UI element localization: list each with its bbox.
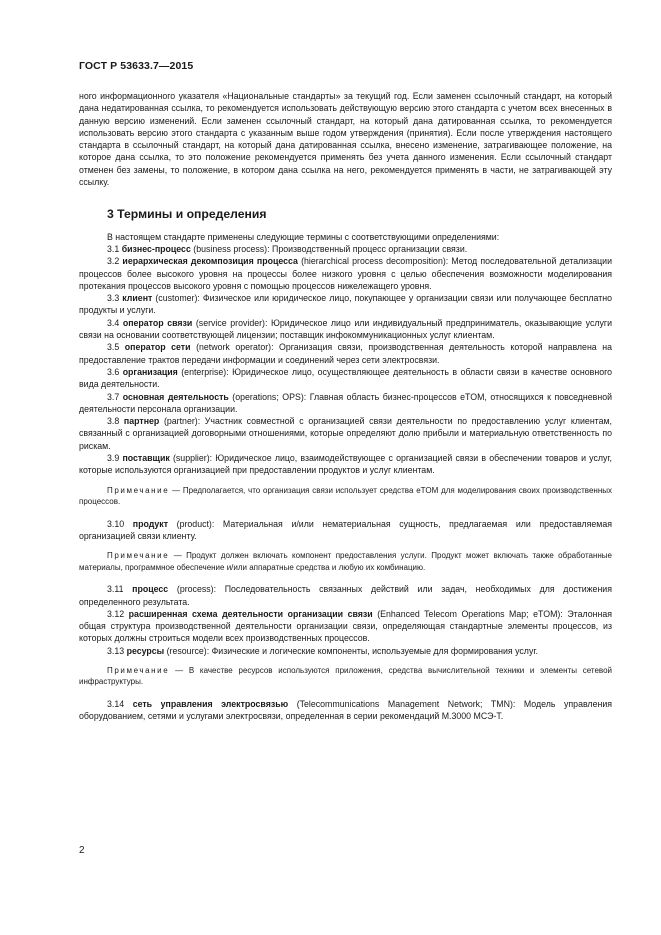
term-entry-3-1: 3.1 бизнес-процесс (business process): Производственный процесс организации связи. xyxy=(107,243,468,254)
document-body xyxy=(79,90,612,723)
term-entry-3-4: 3.4 оператор связи (service provider): Юридическое лицо или индивидуальный предприниматель, оказывающие услуги связи на основании соответствующей лицензии; поставщик инфокоммуникационных услуг клиентам. xyxy=(79,317,613,341)
term-name: партнер xyxy=(123,416,160,427)
term-entry-3-6: 3.6 организация (enterprise): Юридическое лицо, осуществляющее деятельность в области связи в качестве основного вида деятельности. xyxy=(79,366,612,390)
note-2: Примечание — Продукт должен включать компонент предоставления услуги. Продукт может включать также обработанные материалы, программное обеспечение и/или аппаратные средства и любую их комбинацию. xyxy=(79,551,612,572)
term-entry-3-11: 3.11 процесс (process): Последовательность связанных действий или задач, необходимых для достижения определенного результата. xyxy=(79,584,612,607)
term-entry-3-10: 3.10 продукт (product): Материальная и/или нематериальная сущность, предлагаемая или предоставляемая организацией связи клиенту. xyxy=(79,518,612,541)
term-name: ресурсы xyxy=(126,645,165,656)
note-1: Примечание — Предполагается, что организация связи использует средства eTOM для моделирования своих производственных процессов. xyxy=(79,485,612,507)
term-entry-3-13: 3.13 ресурсы (resource): Физические и логические компоненты, используемые для формирования услуг. xyxy=(107,645,538,656)
term-entry-3-3: 3.3 клиент (customer): Физическое или юридическое лицо, покупающее у организации связи или получающее бесплатно продукты и услуги. xyxy=(79,293,612,316)
note-label: Примечание xyxy=(107,485,170,495)
term-name: расширенная схема деятельности организации связи xyxy=(128,608,373,619)
term-name: иерархическая декомпозиция процесса xyxy=(122,256,298,267)
term-name: продукт xyxy=(132,518,169,529)
term-name: основная деятельность xyxy=(122,391,229,402)
page-number: 2 xyxy=(79,845,85,856)
term-entry-3-8: 3.8 партнер (partner): Участник совместной с организацией связи деятельности по предоставлению услуг клиентам, связанный с организацией договорными отношениями, которые определяют долю прибыли и материальную ответственность по рискам. xyxy=(79,416,612,451)
term-name: поставщик xyxy=(122,453,170,464)
note-label: Примечание xyxy=(107,665,170,675)
term-name: организация xyxy=(122,366,178,377)
term-name: процесс xyxy=(132,584,169,595)
term-name: оператор сети xyxy=(124,342,191,353)
term-name: оператор связи xyxy=(122,317,193,328)
note-label: Примечание xyxy=(107,551,170,561)
term-name: клиент xyxy=(122,293,153,304)
term-entry-3-5: 3.5 оператор сети (network operator): Организация связи, производственная деятельность которой направлена на предоставление трактов передачи информации и соединений через сети электросвязи. xyxy=(79,342,612,365)
lead-paragraph: В настоящем стандарте применены следующие термины с соответствующими определениями: xyxy=(107,231,500,242)
intro-paragraph: ного информационного указателя «Национальные стандарты» за текущий год. Если заменен ссылочный стандарт, на который дана недатированная ссылка, то рекомендуется использовать действующую версию этого стандарта с учетом всех внесенных в данную версию изменений. Если заменен ссылочный стандарт, на который дана датированная ссылка, то рекомендуется использовать версию этого стандарта с указанным выше годом утверждения (принятия). Если после утверждения настоящего стандарта в ссылочный стандарт, на который дана датированная ссылка, внесено изменение, затрагивающее положение, на которое дана ссылка, то это положение рекомендуется применять без учета данного изменения. Если ссылочный стандарт отменен без замены, то положение, в котором дана ссылка на него, рекомендуется применять в части, не затрагивающей эту ссылку. xyxy=(79,91,612,188)
term-entry-3-7: 3.7 основная деятельность (operations; OPS): Главная область бизнес-процессов eTOM, относящихся к повседневной деятельности персонала организации. xyxy=(79,391,613,414)
section-title: 3 Термины и определения xyxy=(107,207,267,222)
term-entry-3-14: 3.14 сеть управления электросвязью (Telecommunications Management Network; TMN): Модель управления оборудованием, сетями и услугами электросвязи, определенная в серии рекомендаций M.3000 МСЭ-Т. xyxy=(79,698,612,722)
document-header: ГОСТ Р 53633.7—2015 xyxy=(79,60,194,72)
note-3: Примечание — В качестве ресурсов используются приложения, средства вычислительной техники и элементы сетевой инфраструктуры. xyxy=(79,665,612,687)
term-entry-3-12: 3.12 расширенная схема деятельности организации связи (Enhanced Telecom Operations Map; eTOM): Эталонная общая структура производственной деятельности организации связи, определяющая стандартные элементы процессов, из которых должны строиться модели всех производственных процессов. xyxy=(79,608,612,644)
term-name: сеть управления электросвязью xyxy=(132,698,289,709)
term-entry-3-2: 3.2 иерархическая декомпозиция процесса (hierarchical process decomposition): Метод последовательной детализации процессов более высокого уровня на процессы более низкого уровня с целью обеспечения возможности моделирования протекания процессов высокого уровня с помощью процессов нижележащего уровня. xyxy=(79,256,612,291)
term-name: бизнес-процесс xyxy=(121,243,191,254)
term-entry-3-9: 3.9 поставщик (supplier): Юридическое лицо, взаимодействующее с организацией связи в обеспечении товаров и услуг, которые используются организацией при предоставлении продуктов и услуг клиентам. xyxy=(79,453,612,476)
